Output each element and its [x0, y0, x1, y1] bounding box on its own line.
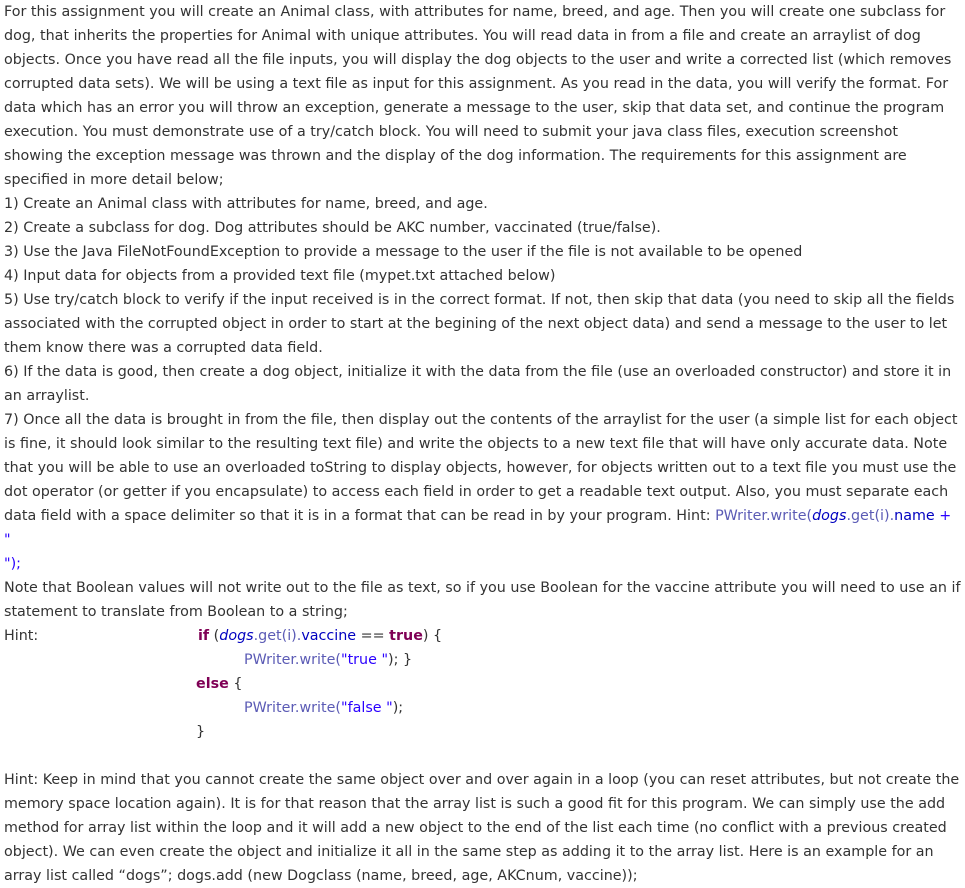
requirement-7 — [4, 408, 961, 576]
final-hint-paragraph: Hint: Keep in mind that you cannot create the same object over and over again in a loop (you can reset attributes, but not create the memory space location again). It is for that reason that the array list is such a good fit for this program. We can simply use the add method for array list within the loop and it will add a new object to the end of the list each time (no conflict with a previous created object). We can even create the object and initialize it all in the same step as adding it to the array list. Here is an example for an array list called “dogs”; dogs.add (new Dogclass (name, breed, age, AKCnum, vaccine)); — [4, 772, 960, 884]
dogs-var: dogs — [219, 628, 254, 644]
requirement-4: 4) Input data for objects from a provided text file (mypet.txt attached below) — [4, 268, 556, 284]
true-keyword: true — [389, 628, 423, 644]
code-plus: + " — [4, 508, 952, 548]
write-false-call: PWriter.write( — [244, 700, 341, 716]
write-true-line — [4, 648, 412, 672]
true-string: "true " — [341, 652, 389, 668]
blank-line — [4, 744, 961, 768]
write-false-end: ); — [392, 700, 404, 716]
requirement-1: 1) Create an Animal class with attributes for name, breed, and age. — [4, 196, 488, 212]
write-true-end: ); } — [388, 652, 413, 668]
requirement-3: 3) Use the Java FileNotFoundException to provide a message to the user if the file is not available to be opened — [4, 244, 803, 260]
intro-paragraph: For this assignment you will create an Animal class, with attributes for name, breed, and age. Then you will create one subclass for dog, that inherits the properties for Animal with unique attributes. You will read data in from a file and create an arraylist of dog objects. Once you have read all the file inputs, you will display the dog objects to the user and write a corrected list (which removes corrupted data sets). We will be using a text file as input for this assignment. As you read in the data, you will verify the format. For data which has an error you will throw an exception, generate a message to the user, skip that data set, and continue the program execution. You must demonstrate use of a try/catch block. You will need to submit your java class files, execution screenshot showing the exception message was thrown and the display of the dog information. The requirements for this assignment are specified in more detail below; — [4, 4, 952, 188]
open-paren: ( — [209, 628, 220, 644]
hint-code-line-4 — [4, 696, 961, 720]
code-name-field: name — [894, 508, 935, 524]
else-keyword: else — [196, 676, 229, 692]
write-true-call: PWriter.write( — [244, 652, 341, 668]
code-get: .get(i). — [846, 508, 895, 524]
else-brace: { — [228, 676, 243, 692]
hint-code-line-2 — [4, 648, 961, 672]
code-end: "); — [4, 556, 21, 572]
boolean-note: Note that Boolean values will not write out to the file as text, so if you use Boolean for the vaccine attribute you will need to use an if statement to translate from Boolean to a string; — [4, 580, 961, 620]
requirement-2: 2) Create a subclass for dog. Dog attributes should be AKC number, vaccinated (true/false). — [4, 220, 661, 236]
close-paren-brace: ) { — [422, 628, 443, 644]
if-statement — [198, 624, 442, 648]
equals-op: == — [356, 628, 390, 644]
hint-code-line-3 — [4, 672, 961, 696]
code-pwriter: PWriter — [715, 508, 766, 524]
vaccine-field: vaccine — [301, 628, 357, 644]
requirement-6: 6) If the data is good, then create a dog object, initialize it with the data from the file (use an overloaded constructor) and store it in an arraylist. — [4, 364, 952, 404]
hint-code-line-1 — [4, 624, 961, 648]
hint-label: Hint: — [4, 628, 39, 644]
hint-code-line-5 — [4, 720, 961, 744]
else-line — [4, 672, 242, 696]
false-string: "false " — [341, 700, 393, 716]
requirement-7-text: 7) Once all the data is brought in from the file, then display out the contents of the arraylist for the user (a simple list for each object is fine, it should look similar to the resulting text file) and write the objects to a new text file that will have only accurate data. Note that you will be able to use an overloaded toString to display objects, however, for objects written out to a text file you must use the dot operator (or getter if you encapsulate) to access each field in order to get a readable text output. Also, you must separate each data field with a space delimiter so that it is in a format that can be read in by your program. Hint: — [4, 412, 958, 524]
write-false-line — [4, 696, 403, 720]
requirement-5: 5) Use try/catch block to verify if the input received is in the correct format. If not, then skip that data (you need to skip all the fields associated with the corrupted object in order to start at the begining of the next object data) and send a message to the user to let them know there was a corrupted data field. — [4, 292, 955, 356]
get-call: .get(i). — [253, 628, 302, 644]
code-dogs: dogs — [812, 508, 847, 524]
if-keyword: if — [198, 628, 210, 644]
code-write: .write( — [766, 508, 813, 524]
closing-brace: } — [196, 724, 206, 740]
